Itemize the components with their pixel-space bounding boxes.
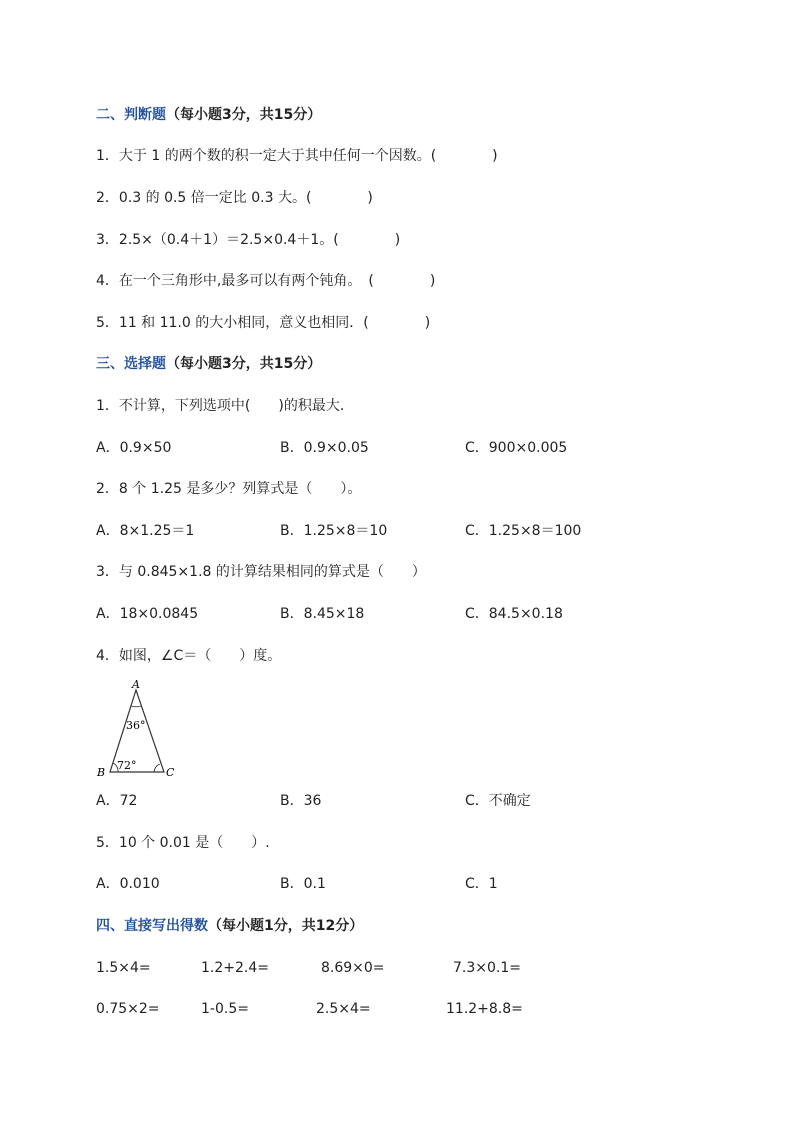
choice-question-3: 3．与 0.845×1.8 的计算结果相同的算式是（ ） bbox=[96, 564, 426, 580]
calc-item: 0.75×2= bbox=[96, 1001, 160, 1017]
choice-5-option-c: C．1 bbox=[465, 876, 498, 892]
angle-b-label: 72° bbox=[117, 759, 137, 772]
choice-3-option-a: A．18×0.0845 bbox=[96, 606, 199, 622]
section-4-heading bbox=[96, 917, 363, 935]
choice-question-5: 5．10 个 0.01 是（ ）. bbox=[96, 835, 270, 851]
calc-item: 2.5×4= bbox=[316, 1001, 371, 1017]
section-2-title: 二、判断题 bbox=[96, 107, 166, 123]
angle-a-label: 36° bbox=[126, 719, 146, 732]
judge-item-4: 4．在一个三角形中,最多可以有两个钝角。 ( ) bbox=[96, 273, 436, 289]
choice-4-option-a: A．72 bbox=[96, 793, 138, 809]
judge-item-3: 3．2.5×（0.4＋1）＝2.5×0.4＋1。( ) bbox=[96, 232, 401, 248]
choice-5-option-a: A．0.010 bbox=[96, 876, 160, 892]
calc-item: 1-0.5= bbox=[201, 1001, 249, 1017]
triangle-figure bbox=[94, 678, 184, 782]
choice-question-2: 2．8 个 1.25 是多少？列算式是（ ）。 bbox=[96, 481, 362, 497]
choice-4-option-b: B．36 bbox=[280, 793, 322, 809]
choice-4-option-c: C．不确定 bbox=[465, 793, 531, 809]
choice-question-4: 4．如图，∠C＝（ ）度。 bbox=[96, 648, 282, 664]
choice-question-1: 1．不计算，下列选项中( )的积最大． bbox=[96, 398, 354, 414]
section-4-title: 四、直接写出得数 bbox=[96, 918, 208, 934]
choice-2-option-a: A．8×1.25＝1 bbox=[96, 523, 195, 539]
judge-item-2: 2．0.3 的 0.5 倍一定比 0.3 大。( ) bbox=[96, 190, 373, 206]
choice-1-option-c: C．900×0.005 bbox=[465, 440, 568, 456]
calc-item: 8.69×0= bbox=[321, 960, 385, 976]
calc-item: 11.2+8.8= bbox=[446, 1001, 523, 1017]
calc-item: 1.2+2.4= bbox=[201, 960, 269, 976]
choice-3-option-c: C．84.5×0.18 bbox=[465, 606, 563, 622]
angle-a-arc bbox=[131, 706, 141, 707]
vertex-b-label: B bbox=[97, 766, 106, 779]
judge-item-5: 5．11 和 11.0 的大小相同，意义也相同．( ) bbox=[96, 315, 431, 331]
choice-1-option-b: B．0.9×0.05 bbox=[280, 440, 369, 456]
calc-item: 1.5×4= bbox=[96, 960, 151, 976]
section-4-scoring: （每小题1分，共12分） bbox=[208, 918, 364, 934]
section-2-heading bbox=[96, 106, 321, 124]
calc-item: 7.3×0.1= bbox=[453, 960, 521, 976]
section-3-scoring: （每小题3分，共15分） bbox=[166, 356, 322, 372]
vertex-c-label: C bbox=[166, 766, 175, 779]
choice-3-option-b: B．8.45×18 bbox=[280, 606, 365, 622]
choice-5-option-b: B．0.1 bbox=[280, 876, 326, 892]
vertex-a-label: A bbox=[132, 678, 140, 691]
section-3-heading bbox=[96, 355, 321, 373]
section-2-scoring: （每小题3分，共15分） bbox=[166, 107, 322, 123]
choice-1-option-a: A．0.9×50 bbox=[96, 440, 172, 456]
choice-2-option-c: C．1.25×8＝100 bbox=[465, 523, 582, 539]
judge-item-1: 1．大于 1 的两个数的积一定大于其中任何一个因数。( ) bbox=[96, 148, 498, 164]
angle-c-arc bbox=[154, 764, 160, 772]
section-3-title: 三、选择题 bbox=[96, 356, 166, 372]
choice-2-option-b: B．1.25×8＝10 bbox=[280, 523, 388, 539]
